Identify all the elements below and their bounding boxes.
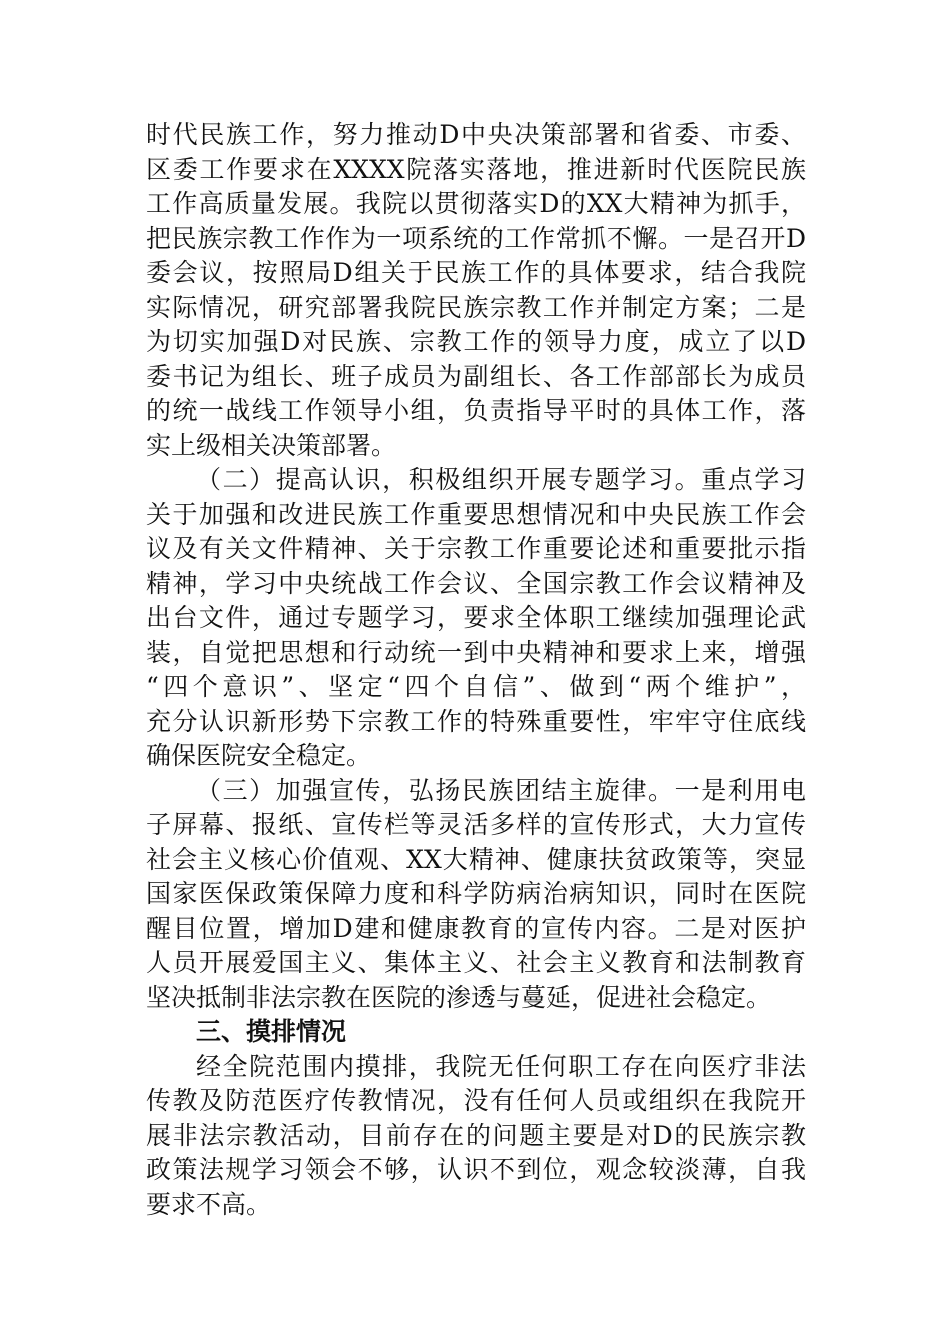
paragraph-line: 要求不高。 (146, 1189, 272, 1219)
paragraph-1 (146, 118, 806, 463)
paragraph-line: 的统一战线工作领导小组，负责指导平时的具体工作，落 (146, 396, 806, 425)
paragraph-line: 装，自觉把思想和行动统一到中央精神和要求上来，增强 (146, 637, 806, 667)
paragraph-line: “四个意识”、坚定“四个自信”、做到“两个维护”， (146, 672, 806, 701)
section-heading: 三、摸排情况 (196, 1017, 347, 1046)
paragraph-line: 人员开展爱国主义、集体主义、社会主义教育和法制教育 (146, 948, 806, 977)
paragraph-line: 社会主义核心价值观、XX大精神、健康扶贫政策等，突显 (146, 844, 806, 874)
paragraph-line: 区委工作要求在XXXX院落实落地，推进新时代医院民族 (146, 154, 806, 184)
paragraph-line: （二）提高认识，积极组织开展专题学习。重点学习 (196, 465, 806, 494)
paragraph-line: 委会议，按照局D组关于民族工作的具体要求，结合我院 (146, 258, 806, 287)
paragraph-line: 传教及防范医疗传教情况，没有任何人员或组织在我院开 (146, 1086, 806, 1115)
paragraph-2 (146, 463, 806, 774)
paragraph-line: 坚决抵制非法宗教在医院的渗透与蔓延，促进社会稳定。 (146, 982, 772, 1012)
paragraph-4 (146, 1050, 806, 1223)
paragraph-line: 把民族宗教工作作为一项系统的工作常抓不懈。一是召开D (146, 223, 806, 253)
paragraph-line: 实际情况，研究部署我院民族宗教工作并制定方案；二是 (146, 292, 806, 322)
document-body (146, 118, 806, 1222)
paragraph-line: 精神，学习中央统战工作会议、全国宗教工作会议精神及 (146, 568, 806, 598)
paragraph-line: 关于加强和改进民族工作重要思想情况和中央民族工作会 (146, 499, 806, 529)
paragraph-line: 议及有关文件精神、关于宗教工作重要论述和重要批示指 (146, 534, 806, 563)
paragraph-3 (146, 774, 806, 1016)
paragraph-line: 经全院范围内摸排，我院无任何职工存在向医疗非法 (196, 1051, 806, 1081)
paragraph-line: 醒目位置，增加D建和健康教育的宣传内容。二是对医护 (146, 913, 806, 943)
paragraph-line: 确保医院安全稳定。 (146, 741, 372, 770)
paragraph-line: 工作高质量发展。我院以贯彻落实D的XX大精神为抓手， (146, 189, 806, 218)
paragraph-line: 时代民族工作，努力推动D中央决策部署和省委、市委、 (146, 120, 806, 149)
paragraph-line: （三）加强宣传，弘扬民族团结主旋律。一是利用电 (196, 775, 806, 805)
paragraph-line: 实上级相关决策部署。 (146, 430, 397, 460)
paragraph-line: 委书记为组长、班子成员为副组长、各工作部部长为成员 (146, 361, 806, 391)
paragraph-line: 国家医保政策保障力度和科学防病治病知识，同时在医院 (146, 879, 806, 908)
paragraph-line: 政策法规学习领会不够，认识不到位，观念较淡薄，自我 (146, 1155, 806, 1184)
paragraph-line: 子屏幕、报纸、宣传栏等灵活多样的宣传形式，大力宣传 (146, 810, 806, 839)
paragraph-line: 展非法宗教活动，目前存在的问题主要是对D的民族宗教 (146, 1120, 806, 1150)
paragraph-line: 为切实加强D对民族、宗教工作的领导力度，成立了以D (146, 327, 806, 356)
paragraph-line: 充分认识新形势下宗教工作的特殊重要性，牢牢守住底线 (146, 706, 806, 736)
paragraph-line: 出台文件，通过专题学习，要求全体职工继续加强理论武 (146, 603, 806, 632)
